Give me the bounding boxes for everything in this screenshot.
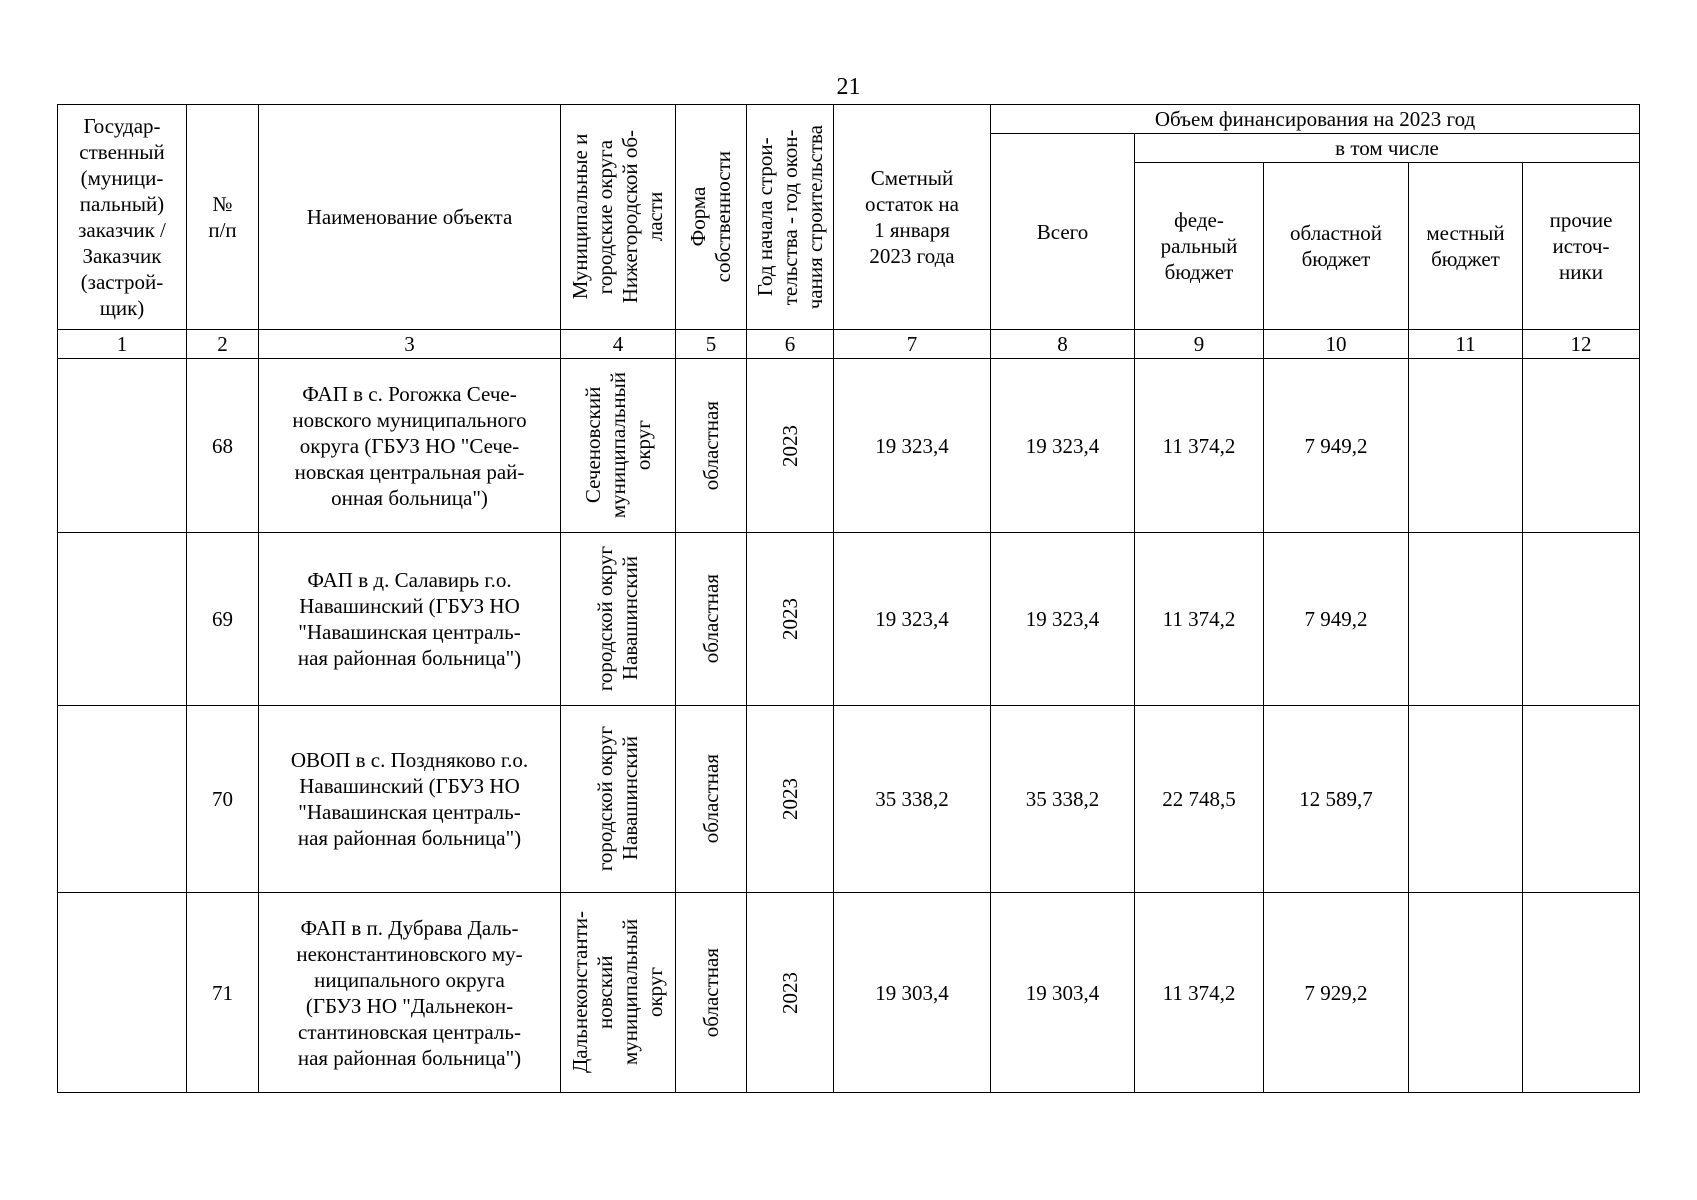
cell-municipality-text: городской округ Навашинский xyxy=(593,726,642,872)
cell-ownership-text: областная xyxy=(698,574,723,664)
cell-number: 71 xyxy=(187,893,259,1093)
cell-ownership-text: областная xyxy=(698,400,723,491)
column-number-row xyxy=(58,330,1640,359)
cell-municipality xyxy=(561,533,676,706)
cell-regional: 7 949,2 xyxy=(1264,533,1409,706)
cell-total: 35 338,2 xyxy=(991,706,1135,893)
cell-number: 69 xyxy=(187,533,259,706)
cell-federal: 11 374,2 xyxy=(1135,359,1264,533)
header-funding-group: Объем финансирования на 2023 год xyxy=(991,105,1640,134)
column-number: 2 xyxy=(187,330,259,359)
cell-balance: 35 338,2 xyxy=(834,706,991,893)
column-number: 6 xyxy=(747,330,834,359)
header-municipality-text: Муниципальные и городские округа Нижегородской об- ласти xyxy=(568,130,667,304)
header-row-1 xyxy=(58,105,1640,134)
cell-years-text: 2023 xyxy=(777,424,802,467)
column-number: 7 xyxy=(834,330,991,359)
header-ownership xyxy=(676,105,747,330)
cell-object-name: ФАП в д. Салавирь г.о. Навашинский (ГБУЗ НО "Навашинская централь- ная районная больница") xyxy=(259,533,561,706)
cell-total: 19 303,4 xyxy=(991,893,1135,1093)
column-number: 9 xyxy=(1135,330,1264,359)
cell-customer xyxy=(58,893,187,1093)
header-ownership-text: Форма собственности xyxy=(686,151,735,283)
cell-regional: 12 589,7 xyxy=(1264,706,1409,893)
header-object-name: Наименование объекта xyxy=(259,105,561,330)
cell-total: 19 323,4 xyxy=(991,533,1135,706)
column-number: 4 xyxy=(561,330,676,359)
cell-years-text: 2023 xyxy=(777,598,802,640)
cell-regional: 7 929,2 xyxy=(1264,893,1409,1093)
cell-customer xyxy=(58,359,187,533)
column-number: 11 xyxy=(1409,330,1523,359)
page-number: 21 xyxy=(836,74,861,100)
cell-years-text: 2023 xyxy=(777,971,802,1014)
column-number: 12 xyxy=(1523,330,1640,359)
cell-other xyxy=(1523,893,1640,1093)
cell-object-name: ФАП в с. Рогожка Сече- новского муниципального округа (ГБУЗ НО "Сече- новская центральная рай- онная больница") xyxy=(259,359,561,533)
cell-municipality-text: Дальнеконстанти- новский муниципальный округ xyxy=(568,911,667,1074)
cell-federal: 11 374,2 xyxy=(1135,893,1264,1093)
cell-object-name: ФАП в п. Дубрава Даль- неконстантиновского му- ниципального округа (ГБУЗ НО "Дальнекон- стантиновская централь- ная районная больница") xyxy=(259,893,561,1093)
cell-local xyxy=(1409,359,1523,533)
cell-years xyxy=(747,359,834,533)
cell-years xyxy=(747,893,834,1093)
cell-years xyxy=(747,533,834,706)
cell-balance: 19 303,4 xyxy=(834,893,991,1093)
cell-ownership xyxy=(676,533,747,706)
cell-balance: 19 323,4 xyxy=(834,359,991,533)
header-years xyxy=(747,105,834,330)
cell-municipality xyxy=(561,893,676,1093)
cell-ownership xyxy=(676,359,747,533)
header-municipality xyxy=(561,105,676,330)
header-federal: феде- ральный бюджет xyxy=(1135,163,1264,330)
cell-municipality-text: Сеченовский муниципальный округ xyxy=(580,372,655,519)
cell-total: 19 323,4 xyxy=(991,359,1135,533)
cell-local xyxy=(1409,706,1523,893)
cell-ownership xyxy=(676,893,747,1093)
cell-local xyxy=(1409,893,1523,1093)
cell-ownership-text: областная xyxy=(698,947,723,1038)
table-row xyxy=(58,706,1640,893)
cell-ownership-text: областная xyxy=(698,754,723,844)
header-including: в том числе xyxy=(1135,134,1640,163)
column-number: 10 xyxy=(1264,330,1409,359)
cell-municipality xyxy=(561,359,676,533)
cell-other xyxy=(1523,359,1640,533)
header-years-text: Год начала строи- тельства - год окон- чания строительства xyxy=(752,124,827,310)
cell-federal: 11 374,2 xyxy=(1135,533,1264,706)
cell-municipality xyxy=(561,706,676,893)
cell-number: 70 xyxy=(187,706,259,893)
cell-municipality-text: городской округ Навашинский xyxy=(593,546,642,692)
cell-object-name: ОВОП в с. Поздняково г.о. Навашинский (ГБУЗ НО "Навашинская централь- ная районная больница") xyxy=(259,706,561,893)
table-row xyxy=(58,893,1640,1093)
header-total: Всего xyxy=(991,134,1135,330)
cell-customer xyxy=(58,706,187,893)
cell-other xyxy=(1523,706,1640,893)
cell-local xyxy=(1409,533,1523,706)
column-number: 8 xyxy=(991,330,1135,359)
cell-years xyxy=(747,706,834,893)
header-balance: Сметный остаток на 1 января 2023 года xyxy=(834,105,991,330)
cell-ownership xyxy=(676,706,747,893)
cell-balance: 19 323,4 xyxy=(834,533,991,706)
column-number: 1 xyxy=(58,330,187,359)
header-customer: Государ- ственный (муници- пальный) заказчик / Заказчик (застрой- щик) xyxy=(58,105,187,330)
cell-customer xyxy=(58,533,187,706)
header-local: местный бюджет xyxy=(1409,163,1523,330)
table-row xyxy=(58,533,1640,706)
column-number: 5 xyxy=(676,330,747,359)
cell-years-text: 2023 xyxy=(777,778,802,820)
cell-number: 68 xyxy=(187,359,259,533)
column-number: 3 xyxy=(259,330,561,359)
header-number: № п/п xyxy=(187,105,259,330)
header-regional: областной бюджет xyxy=(1264,163,1409,330)
funding-table xyxy=(57,104,1640,1093)
cell-other xyxy=(1523,533,1640,706)
table-row xyxy=(58,359,1640,533)
cell-regional: 7 949,2 xyxy=(1264,359,1409,533)
cell-federal: 22 748,5 xyxy=(1135,706,1264,893)
header-other: прочие источ- ники xyxy=(1523,163,1640,330)
